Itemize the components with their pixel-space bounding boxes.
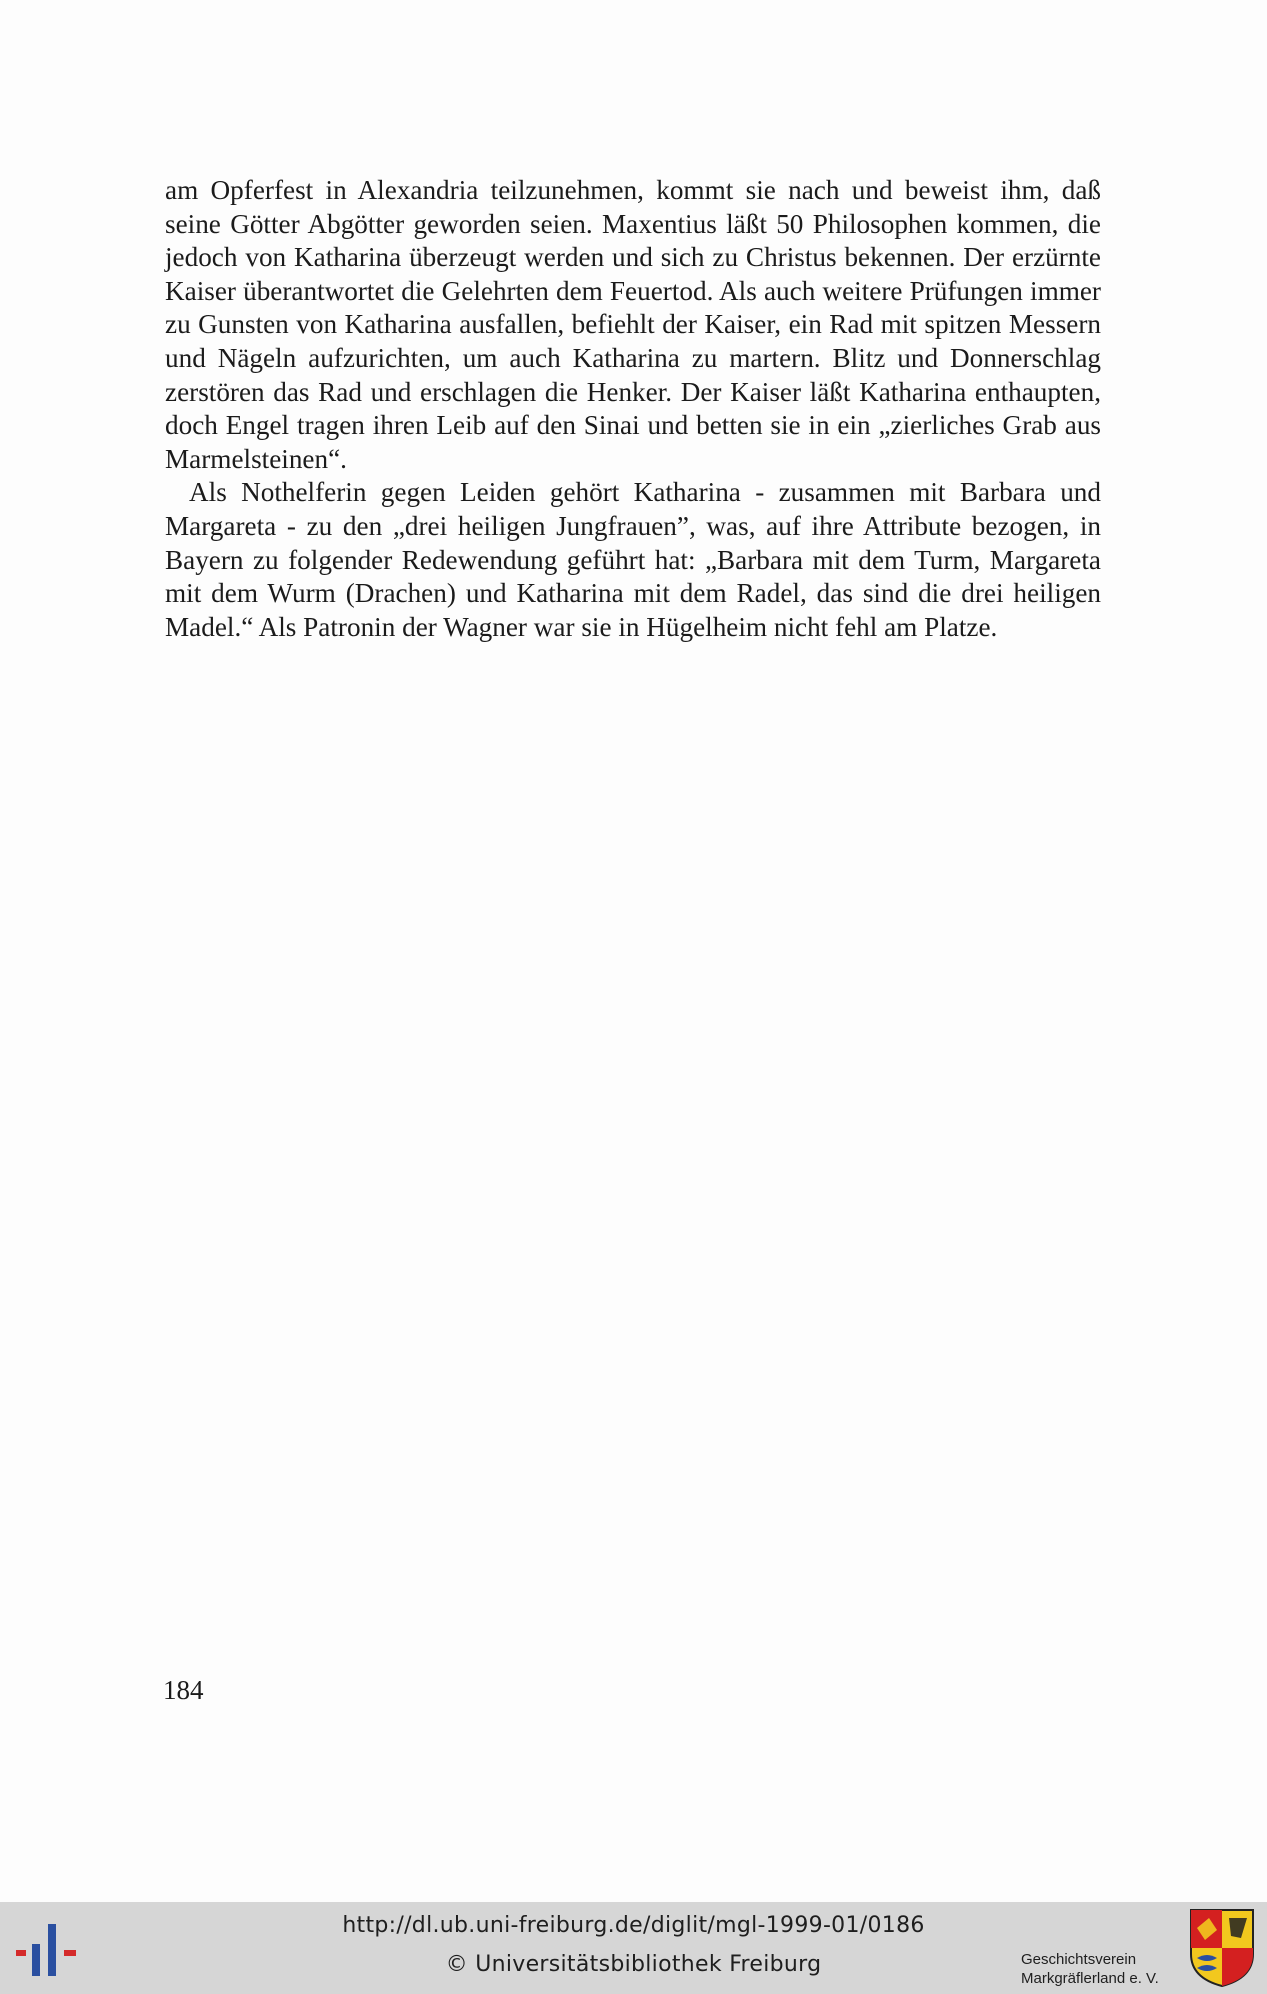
footer-url-link[interactable]: http://dl.ub.uni-freiburg.de/diglit/mgl-1999-01/0186	[342, 1913, 925, 1938]
society-name	[1021, 1950, 1181, 1988]
society-line-2: Markgräflerland e. V.	[1021, 1970, 1159, 1987]
page-number: 184	[163, 1675, 204, 1705]
body-text	[165, 174, 1101, 644]
footer-copyright: © Universitätsbibliothek Freiburg	[445, 1952, 822, 1977]
paragraph-2: Als Nothelferin gegen Leiden gehört Katharina - zusammen mit Barbara und Margareta - zu den „drei heiligen Jungfrauen”, was, auf ihre Attribute bezogen, in Bayern zu folgender Redewendung geführt hat: „Barbara mit dem Turm, Margareta mit dem Wurm (Drachen) und Katharina mit dem Radel, das sind die drei heiligen Madel.“ Als Patronin der Wagner war sie in Hügelheim nicht fehl am Platze.	[165, 477, 1101, 642]
footer-bar	[0, 1902, 1267, 1994]
paragraph-1: am Opferfest in Alexandria teilzunehmen, kommt sie nach und beweist ihm, daß seine Götter Abgötter geworden seien. Maxentius läßt 50 Philosophen kommen, die jedoch von Katharina überzeugt werden und sich zu Christus bekennen. Der erzürnte Kaiser überantwortet die Gelehrten dem Feuertod. Als auch weitere Prüfungen immer zu Gunsten von Katharina ausfallen, befiehlt der Kaiser, ein Rad mit spitzen Messern und Nägeln aufzurichten, um auch Katharina zu martern. Blitz und Donnerschlag zerstören das Rad und erschlagen die Henker. Der Kaiser läßt Katharina enthaupten, doch Engel tragen ihren Leib auf den Sinai und betten sie in ein „zierliches Grab aus Marmelsteinen“.	[165, 175, 1101, 474]
society-line-1: Geschichtsverein	[1021, 1951, 1137, 1968]
coat-of-arms-icon	[1189, 1908, 1255, 1988]
